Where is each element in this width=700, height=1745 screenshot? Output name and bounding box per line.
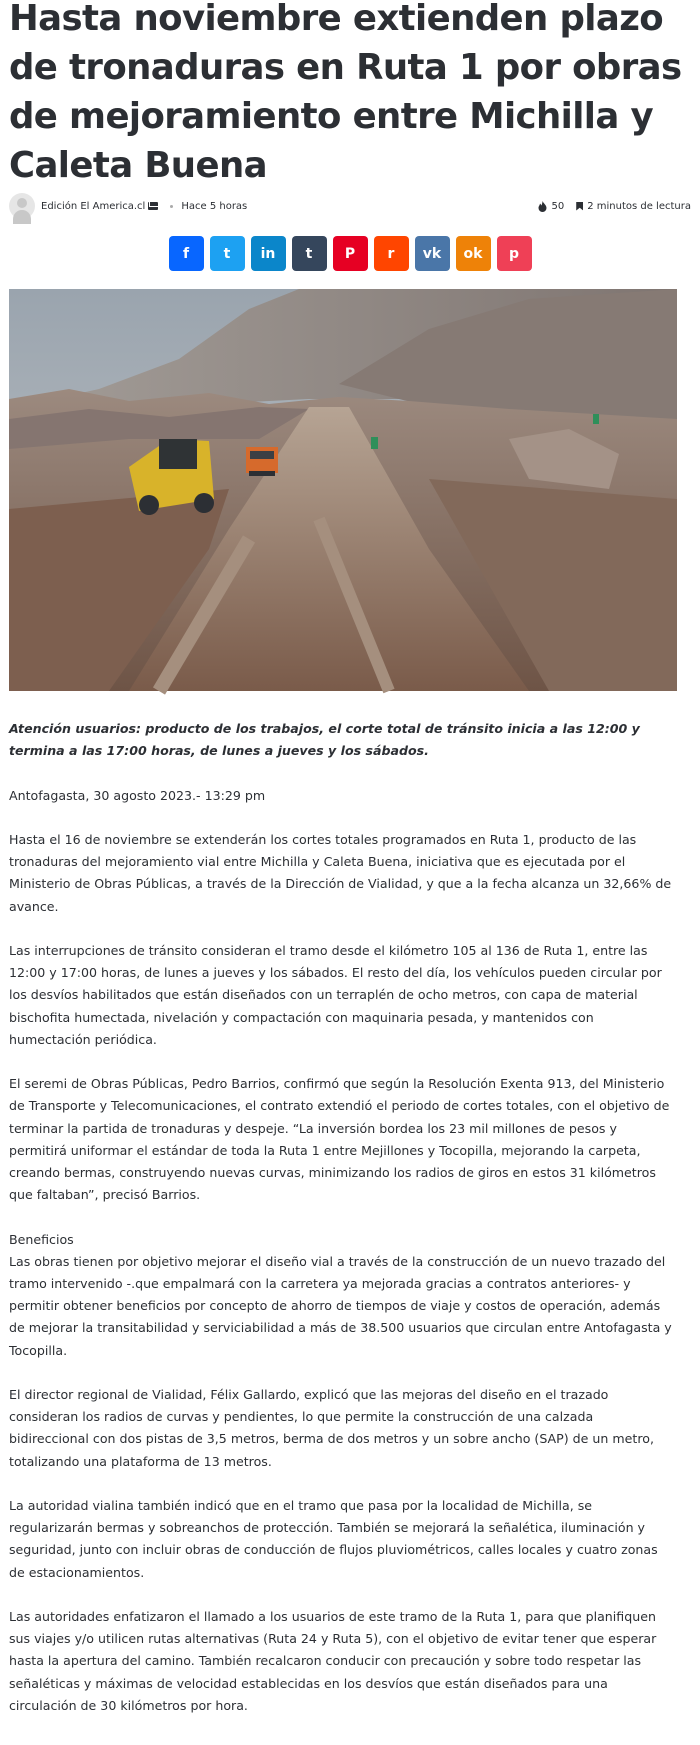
envelope-icon[interactable]: [148, 202, 158, 210]
separator-dot: [170, 205, 173, 208]
share-facebook-button[interactable]: [169, 236, 204, 271]
share-tumblr-button[interactable]: [292, 236, 327, 271]
paragraph: Las interrupciones de tránsito consideran el tramo desde el kilómetro 105 al 136 de Ruta 1, entre las 12:00 y 17:00 horas, de lunes a jueves y los sábados. El resto del día, los vehículos pueden circular por los desvíos habilitados que están diseñados con un terraplén de ocho metros, con capa de material bischofita humectada, nivelación y compactación con maquinaria pesada, y mantenidos con humectación periódica.: [9, 942, 662, 1047]
tumblr-icon: t: [305, 245, 313, 262]
article-body: [9, 718, 677, 1739]
odnoklassniki-icon: ok: [463, 245, 483, 262]
facebook-icon: f: [182, 245, 190, 262]
benefits-section: [9, 1229, 677, 1362]
share-vk-button[interactable]: [415, 236, 450, 271]
reddit-icon: r: [387, 245, 395, 262]
share-buttons: [0, 236, 700, 271]
author-avatar[interactable]: [9, 193, 35, 219]
paragraph: Las obras tienen por objetivo mejorar el diseño vial a través de la construcción de un nuevo trazado del tramo intervenido -.que empalmará con la carretera ya mejorada gracias a contratos anteriores- y permitir obtener beneficios por concepto de ahorro de tiempos de viaje y costos de operación, además de mejorar la transitabilidad y serviciabilidad a más de 38.500 usuarios que circulan entre Antofagasta y Tocopilla.: [9, 1253, 672, 1358]
article-dateline: Antofagasta, 30 agosto 2023.- 13:29 pm: [9, 787, 266, 803]
share-linkedin-button[interactable]: [251, 236, 286, 271]
article-lede: Atención usuarios: producto de los trabajos, el corte total de tránsito inicia a las 12:00 y termina a las 17:00 horas, de lunes a jueves y los sábados.: [9, 721, 640, 759]
article-meta: [9, 192, 691, 220]
article-stats: [538, 201, 691, 212]
paragraph: Las autoridades enfatizaron el llamado a los usuarios de este tramo de la Ruta 1, para que planifiquen sus viajes y/o utilicen rutas alternativas (Ruta 24 y Ruta 5), con el objetivo de evitar tener que esperar hasta la apertura del camino. También recalcaron conducir con precaución y sobre todo respetar las señaléticas y máximas de velocidad establecidas en los desvíos que están diseñados para una circulación de 30 kilómetros por hora.: [9, 1609, 657, 1713]
publish-time: Hace 5 horas: [181, 200, 248, 212]
pocket-icon: p: [508, 245, 520, 262]
article-title: Hasta noviembre extienden plazo de tronaduras en Ruta 1 por obras de mejoramiento entre Michilla y Caleta Buena: [9, 0, 682, 186]
author-link[interactable]: Edición El America.cl: [41, 200, 146, 212]
section-subhead: Beneficios: [9, 1231, 74, 1247]
linkedin-icon: in: [260, 245, 276, 262]
paragraph: El director regional de Vialidad, Félix Gallardo, explicó que las mejoras del diseño en el trazado consideran los radios de curvas y pendientes, lo que permite la construcción de una calzada bidireccional con dos pistas de 3,5 metros, berma de dos metros y un sobre ancho (SAP) de un metro, totalizando una plataforma de 13 metros.: [9, 1387, 654, 1469]
share-twitter-button[interactable]: [210, 236, 245, 271]
share-odnoklassniki-button[interactable]: [456, 236, 491, 271]
views-count: 50: [551, 200, 565, 212]
twitter-icon: t: [223, 245, 231, 262]
read-time: 2 minutos de lectura: [587, 200, 691, 212]
share-pinterest-button[interactable]: [333, 236, 368, 271]
bookmark-icon: [576, 202, 583, 211]
share-pocket-button[interactable]: [497, 236, 532, 271]
paragraph: Hasta el 16 de noviembre se extenderán los cortes totales programados en Ruta 1, producto de las tronaduras del mejoramiento vial entre Michilla y Caleta Buena, iniciativa que es ejecutada por el Ministerio de Obras Públicas, a través de la Dirección de Vialidad, y que a la fecha alcanza un 32,66% de avance.: [9, 831, 672, 914]
share-reddit-button[interactable]: [374, 236, 409, 271]
vk-icon: vk: [422, 245, 442, 262]
paragraph: La autoridad vialina también indicó que en el tramo que pasa por la localidad de Michilla, se regularizarán bermas y sobreanchos de protección. También se mejorará la señalética, iluminación y seguridad, junto con incluir obras de conducción de flujos pluviométricos, calles locales y cuatro zonas de estacionamientos.: [9, 1498, 658, 1580]
fire-icon: [538, 201, 547, 212]
pinterest-icon: P: [344, 245, 356, 262]
paragraph: El seremi de Obras Públicas, Pedro Barrios, confirmó que según la Resolución Exenta 913, del Ministerio de Transporte y Telecomunicaciones, el contrato extendió el periodo de cortes totales, con el objetivo de terminar la partida de tronaduras y despeje. “La inversión bordea los 23 mil millones de pesos y permitirá uniformar el estándar de toda la Ruta 1 entre Mejillones y Tocopilla, mejorando la carpeta, creando bermas, construyendo nuevas curvas, minimizando los radios de giros en estos 31 kilómetros que faltaban”, precisó Barrios.: [9, 1076, 670, 1203]
article-photo: [9, 289, 677, 691]
